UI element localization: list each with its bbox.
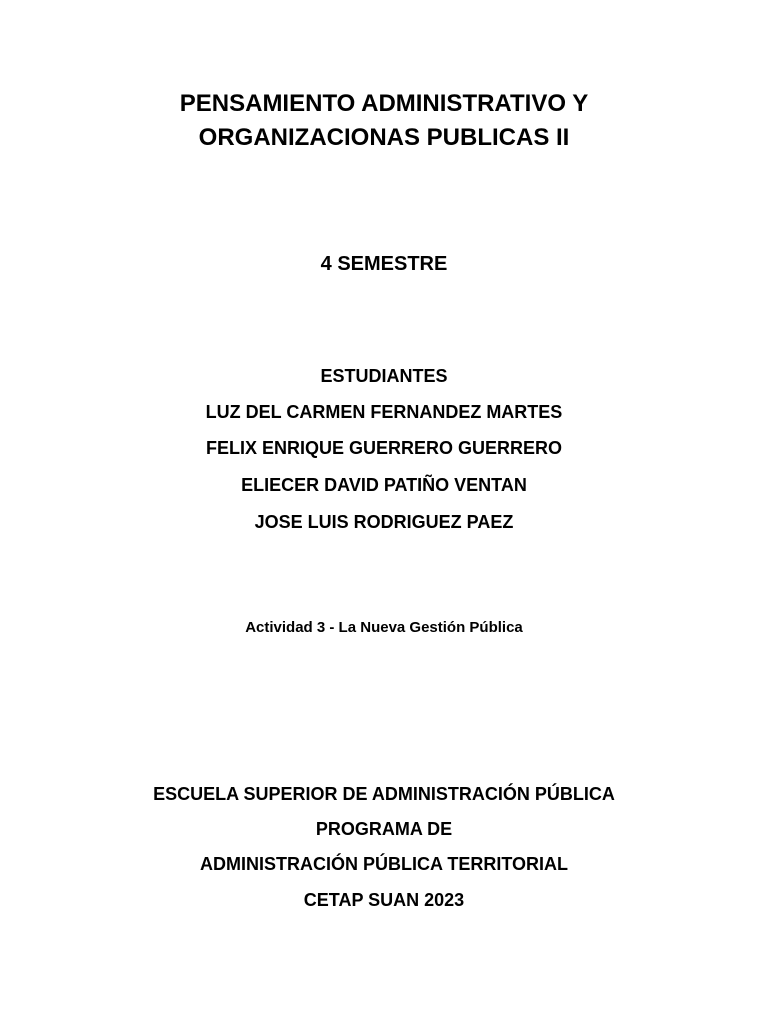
institution-line-1: ESCUELA SUPERIOR DE ADMINISTRACIÓN PÚBLICA [153,784,615,804]
student-name-2: FELIX ENRIQUE GUERRERO GUERRERO [205,438,563,458]
institution-line-4: CETAP SUAN 2023 [303,890,465,910]
student-name-3: ELIECER DAVID PATIÑO VENTAN [241,475,527,495]
document-title-line-2: ORGANIZACIONAS PUBLICAS II [198,124,570,151]
students-heading: ESTUDIANTES [320,366,448,386]
document-title-line-1: PENSAMIENTO ADMINISTRATIVO Y [179,90,589,117]
student-name-1: LUZ DEL CARMEN FERNANDEZ MARTES [205,402,563,422]
semester-label: 4 SEMESTRE [320,253,448,275]
institution-line-2: PROGRAMA DE [315,819,453,839]
activity-title: Actividad 3 - La Nueva Gestión Pública [245,619,523,636]
institution-line-3: ADMINISTRACIÓN PÚBLICA TERRITORIAL [200,854,568,874]
student-name-4: JOSE LUIS RODRIGUEZ PAEZ [254,512,514,532]
